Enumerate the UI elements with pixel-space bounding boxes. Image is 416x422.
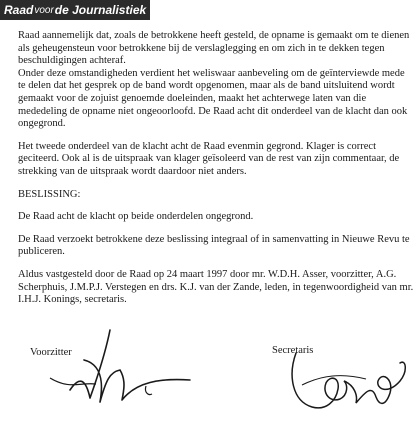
paragraph-adoption: Aldus vastgesteld door de Raad op 24 maart 1997 door mr. W.D.H. Asser, voorzitter, A.G. Scherphuis, J.M.P.J. Verstegen en drs. K.J. van der Zande, leden, in tegenwoordigheid van mr. I.H.J. Konings, secretaris.	[18, 268, 414, 306]
paragraph-2: Onder deze omstandigheden verdient het weliswaar aanbeveling om de geïnterviewde mede te delen dat het gesprek op de band wordt opgenomen, maar als de band uitsluitend wordt gemaakt voor de zojuist genoemde doeleinden, maakt het achterwege laten van die mededeling de opname niet ongeoorloofd. De Raad acht dit onderdeel van de klacht dan ook ongegrond.	[18, 67, 408, 130]
paragraph-3: Het tweede onderdeel van de klacht acht de Raad evenmin gegrond. Klager is correct geciteerd. Ook al is de uitspraak van klager geïsoleerd van de rest van zijn commentaar, de strekking van de uitspraak wordt daardoor niet anders.	[18, 140, 400, 177]
heading-beslissing: BESLISSING:	[18, 188, 81, 200]
chair-signature-image	[40, 320, 210, 410]
logo-word-voor: voor	[34, 4, 54, 16]
chair-label: Voorzitter	[30, 347, 72, 358]
paragraph-decision: De Raad acht de klacht op beide onderdelen ongegrond.	[18, 211, 254, 223]
logo	[0, 0, 150, 20]
logo-word-raad: Raad	[4, 3, 34, 17]
paragraph-1: Raad aannemelijk dat, zoals de betrokkene heeft gesteld, de opname is gemaakt om te dienen als geheugensteun voor betrokkene bij de verslaglegging en om zich in te dekken tegen beschuldigingen achteraf.	[18, 30, 410, 67]
logo-word-journalistiek: de Journalistiek	[54, 3, 147, 17]
secretary-label: Secretaris	[272, 345, 314, 356]
paragraph-publication: De Raad verzoekt betrokkene deze beslissing integraal of in samenvatting in Nieuwe Revu te publiceren.	[18, 233, 410, 258]
secretary-signature-image	[282, 345, 416, 420]
document-body	[18, 30, 414, 317]
